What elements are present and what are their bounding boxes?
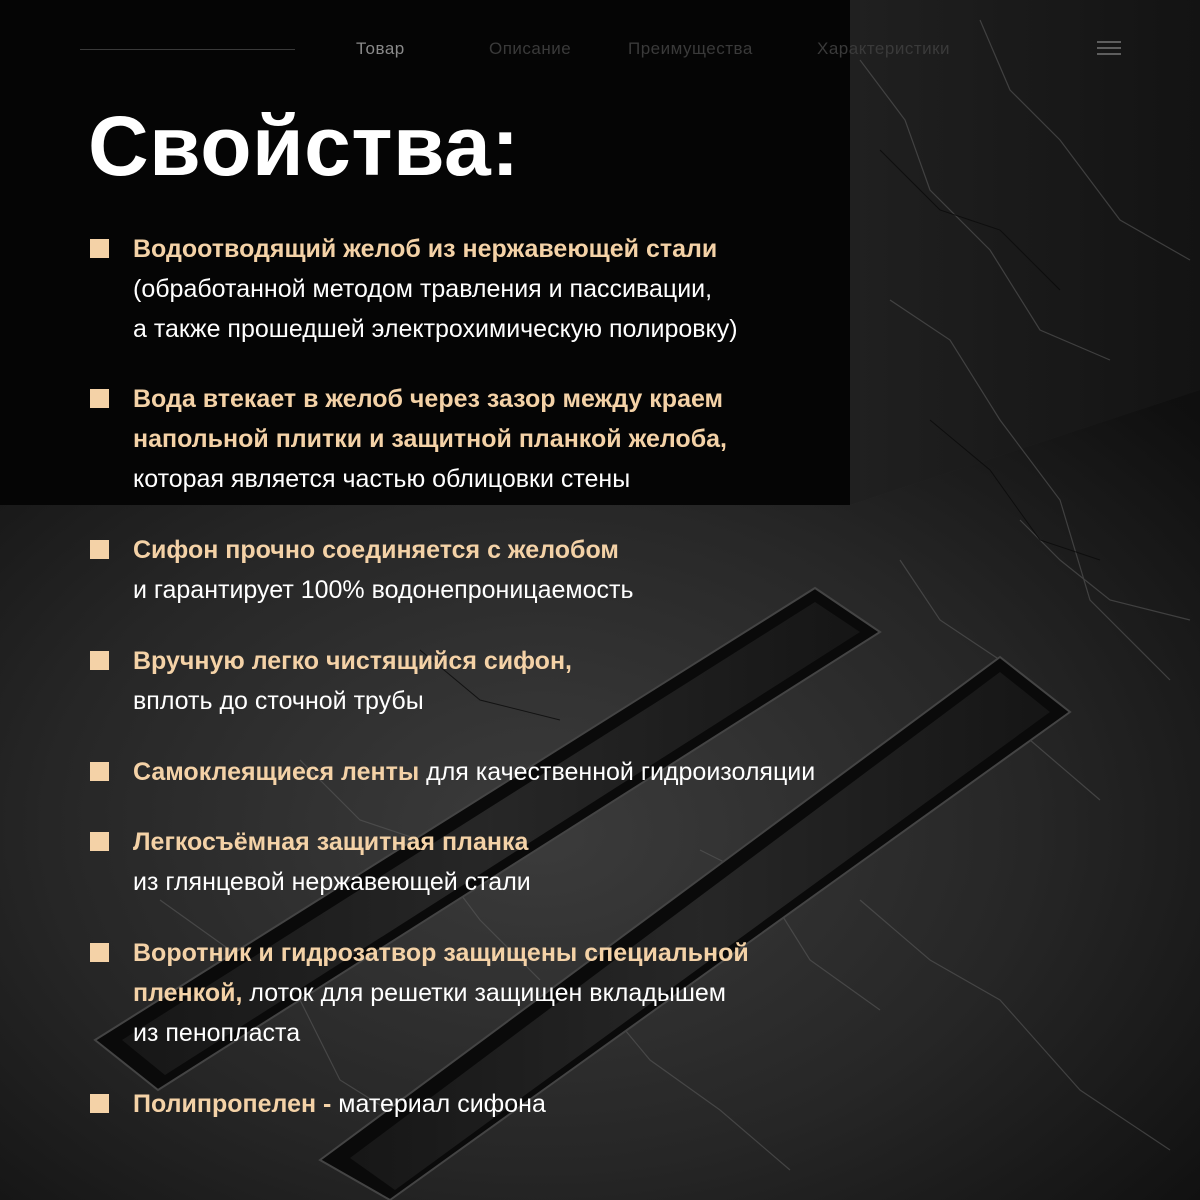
feature-description: вплоть до сточной трубы [133, 687, 424, 715]
feature-description: а также прошедшей электрохимическую полировку) [133, 315, 738, 343]
feature-line [133, 570, 913, 610]
feature-description: лоток для решетки защищен вкладышем [242, 979, 726, 1007]
feature-line [133, 862, 913, 902]
feature-text [133, 752, 913, 792]
feature-text [133, 1084, 913, 1124]
feature-line [133, 752, 913, 792]
feature-highlight: Сифон прочно соединяется с желобом [133, 536, 619, 564]
feature-line [133, 379, 913, 419]
feature-highlight: Полипропелен - [133, 1090, 332, 1118]
nav-divider [80, 49, 295, 50]
top-navigation [0, 0, 1200, 100]
feature-line [133, 973, 913, 1013]
feature-description: из глянцевой нержавеющей стали [133, 868, 531, 896]
feature-description: для качественной гидроизоляции [419, 758, 816, 786]
feature-description: (обработанной методом травления и пассивации, [133, 275, 713, 303]
feature-text [133, 530, 913, 610]
bullet-square-icon [90, 389, 109, 408]
hamburger-menu-icon[interactable] [1097, 41, 1121, 59]
feature-text [133, 641, 913, 721]
feature-line [133, 641, 913, 681]
feature-line [133, 419, 913, 459]
feature-highlight: Воротник и гидрозатвор защищены специальной [133, 939, 749, 967]
feature-highlight: Вода втекает в желоб через зазор между краем [133, 385, 724, 413]
page-title: Свойства: [88, 99, 520, 193]
nav-item-product[interactable]: Товар [356, 39, 405, 58]
feature-line [133, 530, 913, 570]
feature-line [133, 229, 913, 269]
feature-text [133, 822, 913, 902]
feature-text [133, 933, 913, 1053]
feature-line [133, 459, 913, 499]
feature-line [133, 822, 913, 862]
nav-item-advantages[interactable]: Преимущества [628, 39, 753, 58]
feature-description: материал сифона [331, 1090, 546, 1118]
bullet-square-icon [90, 832, 109, 851]
bullet-square-icon [90, 239, 109, 258]
nav-item-description[interactable]: Описание [489, 39, 572, 58]
bullet-square-icon [90, 943, 109, 962]
feature-line [133, 1084, 913, 1124]
feature-line [133, 269, 913, 309]
feature-line [133, 933, 913, 973]
feature-highlight: Вручную легко чистящийся сифон, [133, 647, 573, 675]
feature-text [133, 379, 913, 499]
feature-line [133, 681, 913, 721]
bullet-square-icon [90, 1094, 109, 1113]
nav-item-specifications[interactable]: Характеристики [817, 39, 951, 58]
bullet-square-icon [90, 762, 109, 781]
feature-line [133, 1013, 913, 1053]
bullet-square-icon [90, 540, 109, 559]
feature-highlight: Легкосъёмная защитная планка [133, 828, 529, 856]
feature-description: из пенопласта [133, 1019, 301, 1047]
feature-description: которая является частью облицовки стены [133, 465, 631, 493]
feature-highlight: пленкой, [133, 979, 243, 1007]
feature-highlight: Самоклеящиеся ленты [133, 758, 420, 786]
feature-description: и гарантирует 100% водонепроницаемость [133, 576, 634, 604]
feature-text [133, 229, 913, 349]
feature-line [133, 309, 913, 349]
feature-highlight: Водоотводящий желоб из нержавеющей стали [133, 235, 718, 263]
feature-highlight: напольной плитки и защитной планкой желоба, [133, 425, 727, 453]
bullet-square-icon [90, 651, 109, 670]
